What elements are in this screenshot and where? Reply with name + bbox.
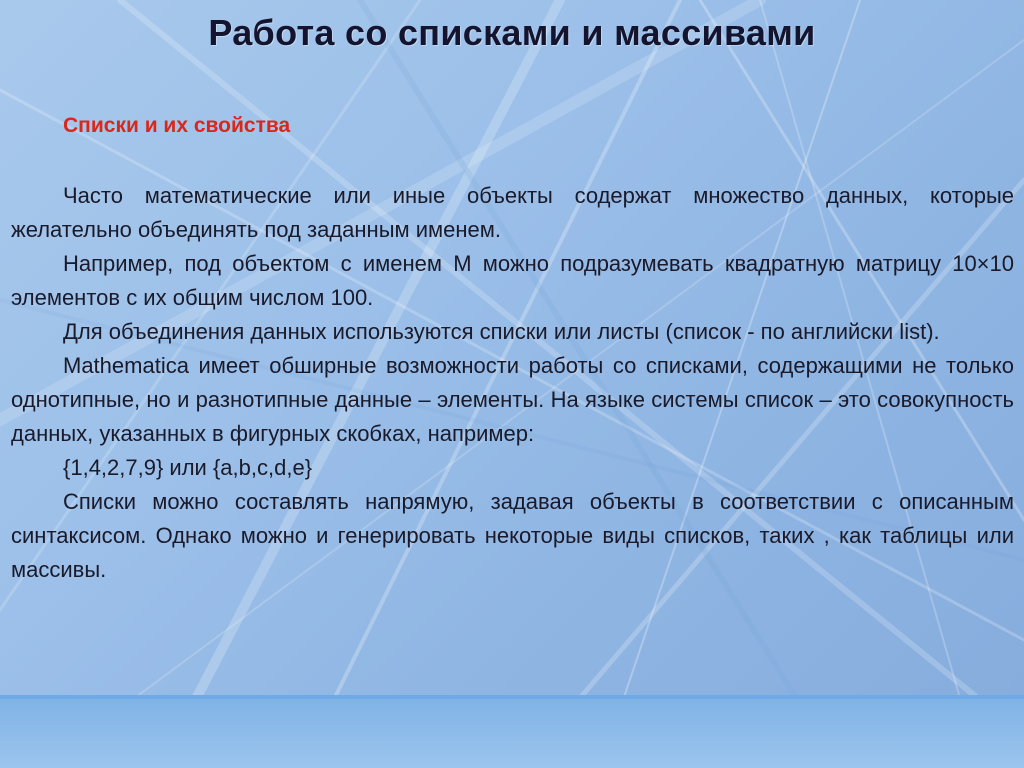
paragraph-4: Mathematica имеет обширные возможности работы со списками, содержащими не только однотипные, но и разнотипные данные – элементы. На языке системы список – это совокупность данных, указанных в фигурных скобках, например: [11, 353, 1014, 446]
bottom-divider [0, 695, 1024, 699]
paragraph-6: Списки можно составлять напрямую, задавая объекты в соответствии с описанным синтаксисом. Однако можно и генерировать некоторые виды списков, таких , как таблицы или массивы. [11, 489, 1014, 582]
paragraph-2: Например, под объектом с именем M можно подразумевать квадратную матрицу 10×10 элементов с их общим числом 100. [11, 251, 1014, 310]
paragraph-5-example: {1,4,2,7,9} или {a,b,c,d,e} [63, 455, 313, 480]
slide-title: Работа со списками и массивами [208, 12, 816, 53]
paragraph-1: Часто математические или иные объекты содержат множество данных, которые желательно объединять под заданным именем. [11, 183, 1014, 242]
body-text [11, 179, 1014, 587]
bottom-band [0, 695, 1024, 768]
paragraph-3: Для объединения данных используются списки или листы (список - по английски list). [63, 319, 940, 344]
section-heading: Списки и их свойства [63, 114, 291, 137]
